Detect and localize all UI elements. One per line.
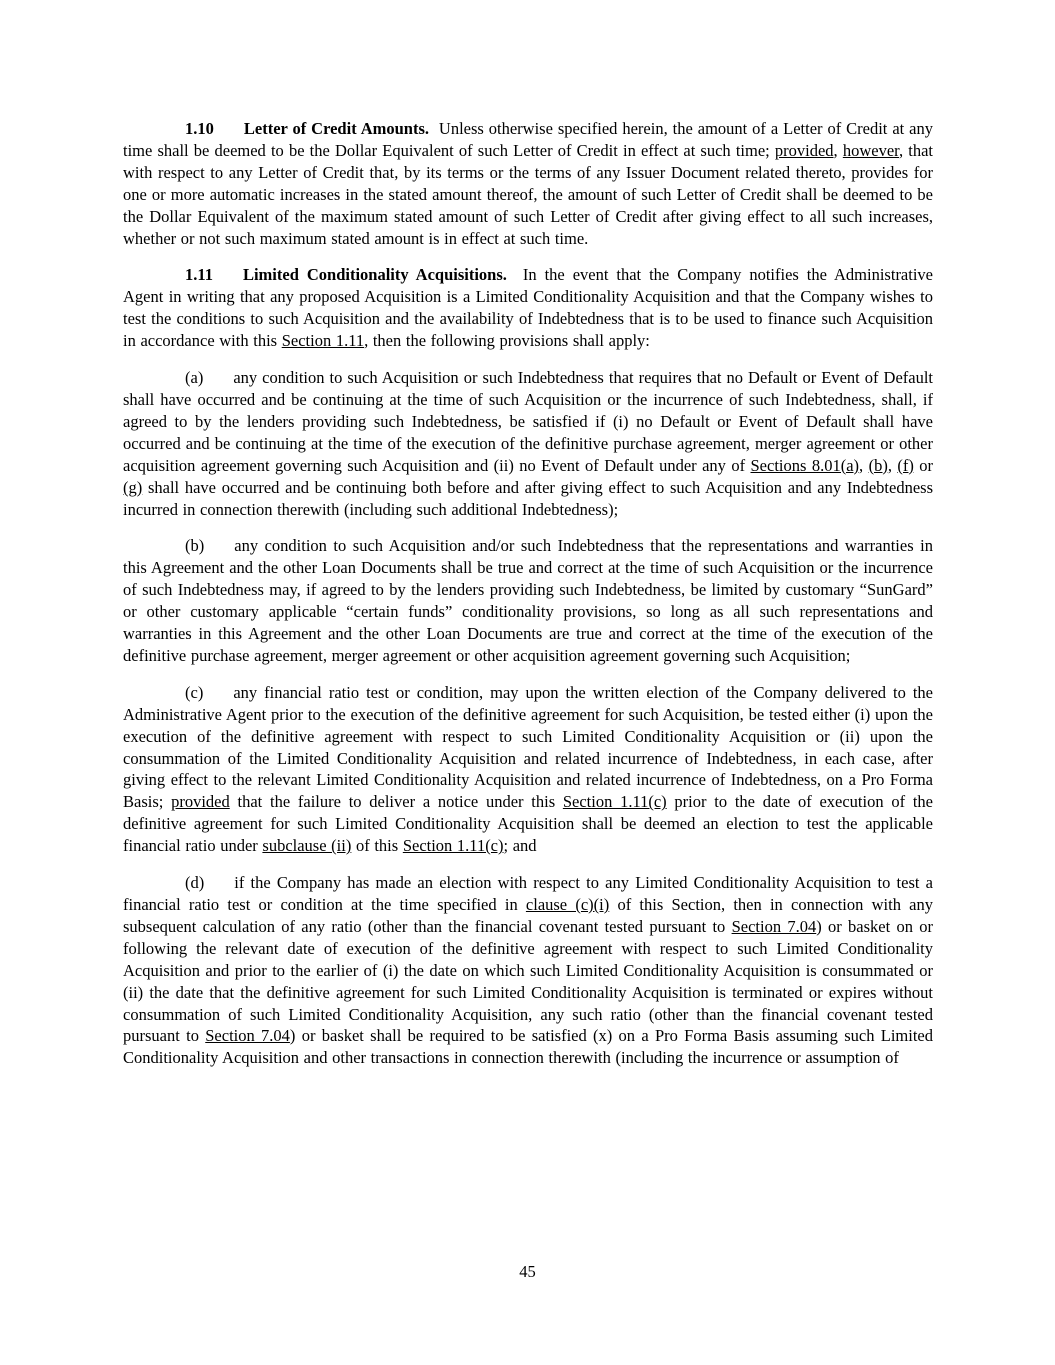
text-run: (a) <box>185 368 204 388</box>
text-run: , <box>887 455 898 475</box>
text-run: if the Company has made an election with respect to any Limited Conditionality Acquisition to test a financial ratio test or condition at the time specified in <box>123 873 933 914</box>
text-run: ; and <box>503 836 537 856</box>
heading-run: 1.11 <box>185 265 213 285</box>
section-1-11-paragraph <box>123 264 933 352</box>
text-run: (c) <box>185 682 204 702</box>
clause-d-paragraph <box>123 872 933 1069</box>
text-run: that the failure to deliver a notice under this <box>229 792 563 812</box>
cross-reference: Section 1.11(c) <box>562 792 667 812</box>
cross-reference: Sections 8.01(a) <box>750 455 860 475</box>
cross-reference: Section 7.04 <box>731 916 817 936</box>
cross-reference: Section 1.11 <box>281 331 365 351</box>
text-run: of this <box>351 836 403 856</box>
text-run: ) or basket on or following the relevant date of execution of the definitive agreement with respect to such Limited Conditionality Acquisition and prior to the earlier of (i) the date on which such Limited Conditionality Acquisition is consummated or (ii) the date that the definitive agreement for such Limited Conditionality Acquisition is terminated or expires without consummation of such Limited Conditionality Acquisition, any such ratio (other than the financial covenant tested pursuant to <box>123 916 934 1046</box>
cross-reference: Section 1.11(c) <box>402 836 504 856</box>
text-run: (b) <box>185 536 205 556</box>
text-run: , then the following provisions shall apply: <box>364 331 650 351</box>
cross-reference: clause (c)(i) <box>525 895 610 914</box>
heading-run: Limited Conditionality Acquisitions. <box>242 265 507 285</box>
text-run: In the event that the Company notifies the Administrative Agent in writing that any proposed Acquisition is a Limited Conditionality Acquisition and that the Company wishes to test the conditions to such Acquisition and the availability of Indebtedness that is to be used to finance such Acquisition in accordance with this <box>123 265 934 351</box>
text-run: of this Section, then in connection with any subsequent calculation of any ratio (other than the financial covenant tested pursuant to <box>123 895 933 936</box>
cross-reference: (g) <box>123 477 143 497</box>
text-run: (d) <box>185 873 205 893</box>
text-run: , that with respect to any Letter of Credit that, by its terms or the terms of any Issuer Document related thereto, provides for one or more automatic increases in the stated amount thereof, the amount of such Letter of Credit shall be deemed to be the Dollar Equivalent of the maximum stated amount of such Letter of Credit after giving effect to all such increases, whether or not such maximum stated amount is in effect at such time. <box>123 140 933 248</box>
cross-reference: provided <box>171 792 230 812</box>
text-run: any condition to such Acquisition or such Indebtedness that requires that no Default or Event of Default shall have occurred and be continuing at the time of such Acquisition or the incurrence of such Indebtedness, shall, if agreed to by the lenders providing such Indebtedness, be satisfied if (i) no Default or Event of Default shall have occurred and be continuing at the time of the execution of the definitive purchase agreement, merger agreement or other acquisition agreement governing such Acquisition and (ii) no Event of Default under any of <box>123 368 933 475</box>
text-run: or <box>913 455 934 475</box>
section-1-10-paragraph <box>123 118 933 249</box>
page-number: 45 <box>519 1262 536 1281</box>
text-run: any condition to such Acquisition and/or such Indebtedness that the representations and warranties in this Agreement and the other Loan Documents shall be true and correct at the time of such Acquisition or the incurrence of such Indebtedness may, if agreed to by the lenders providing such Indebtedness, be limited by customary “SunGard” or other customary applicable “certain funds” conditionality provisions, so long as all such representations and warranties in this Agreement and the other Loan Documents are true and correct at the time of the execution of the definitive purchase agreement, merger agreement or other acquisition agreement governing such Acquisition; <box>123 536 933 665</box>
text-run: Unless otherwise specified herein, the amount of a Letter of Credit at any time shall be deemed to be the Dollar Equivalent of such Letter of Credit in effect at such time; <box>123 119 934 160</box>
heading-run: 1.10 <box>185 119 214 138</box>
cross-reference: provided <box>774 140 834 160</box>
clause-c-paragraph <box>123 682 933 857</box>
text-run: ) or basket shall be required to be satisfied (x) on a Pro Forma Basis assuming such Limited Conditionality Acquisition and other transactions in connection therewith (including the incurrence or assumption of <box>123 1026 933 1068</box>
text-run: shall have occurred and be continuing both before and after giving effect to such Acquisition and any Indebtedness incurred in connection therewith (including such additional Indebtedness); <box>123 477 933 519</box>
cross-reference: (f) <box>897 455 914 475</box>
cross-reference: subclause (ii) <box>262 836 352 856</box>
cross-reference: Section 7.04 <box>205 1026 290 1046</box>
cross-reference: however <box>842 140 899 160</box>
document-body <box>123 118 933 1084</box>
clause-a-paragraph <box>123 367 933 520</box>
text-run: , <box>833 140 843 160</box>
clause-b-paragraph <box>123 535 933 666</box>
cross-reference: (b) <box>868 455 888 475</box>
text-run: prior to the date of execution of the definitive agreement for such Limited Conditionality Acquisition shall be deemed an election to test the applicable financial ratio under <box>123 792 933 856</box>
text-run: , <box>859 455 869 475</box>
text-run: any financial ratio test or condition, may upon the written election of the Company delivered to the Administrative Agent prior to the execution of the definitive agreement for such Acquisition, be tested either (i) upon the execution of the definitive agreement with respect to such Limited Conditionality Acquisition or (ii) upon the consummation of the Limited Conditionality Acquisition and related incurrence of Indebtedness, in each case, after giving effect to the relevant Limited Conditionality Acquisition and related incurrence of Indebtedness, on a Pro Forma Basis; <box>123 682 933 812</box>
heading-run: Letter of Credit Amounts. <box>243 119 430 138</box>
